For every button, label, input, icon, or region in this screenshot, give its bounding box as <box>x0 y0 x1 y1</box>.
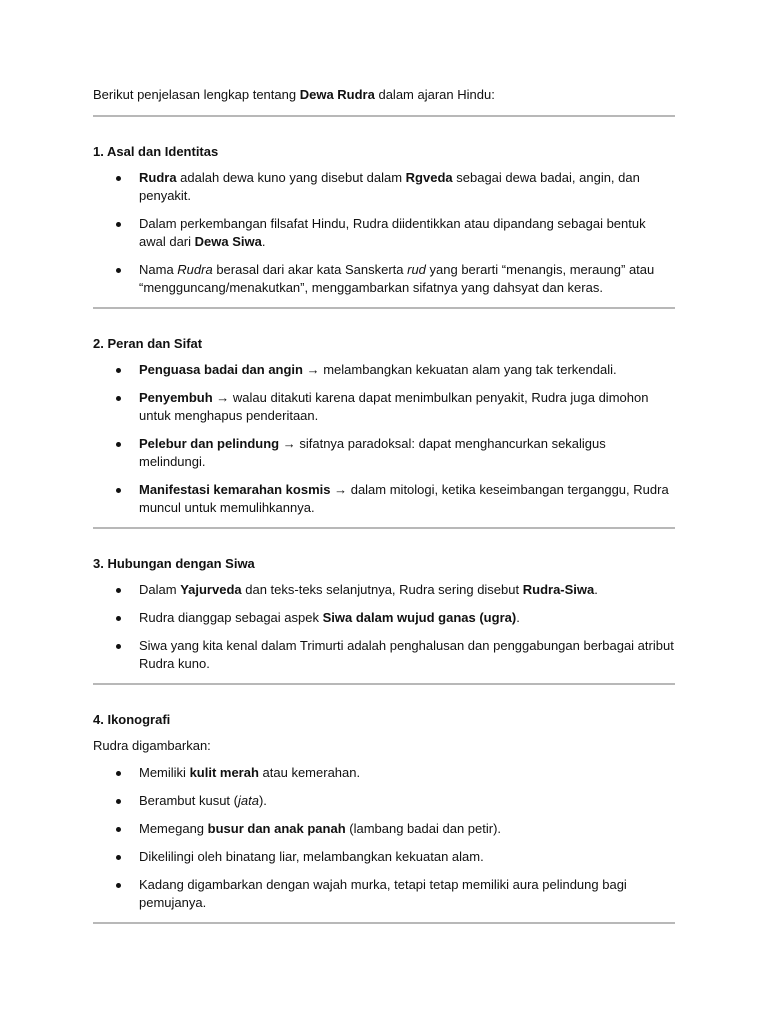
list-item: Rudra dianggap sebagai aspek Siwa dalam wujud ganas (ugra). <box>93 609 675 627</box>
section-heading-asal: 1. Asal dan Identitas <box>93 144 219 159</box>
list-item: Kadang digambarkan dengan wajah murka, tetapi tetap memiliki aura pelindung bagi pemujanya. <box>93 876 675 912</box>
divider <box>93 683 675 685</box>
list-item: Dalam Yajurveda dan teks-teks selanjutnya, Rudra sering disebut Rudra-Siwa. <box>93 581 675 599</box>
bullet-list-hubungan <box>93 581 675 673</box>
section-heading-hubungan: 3. Hubungan dengan Siwa <box>93 556 255 571</box>
list-item: Penguasa badai dan angin → melambangkan kekuatan alam yang tak terkendali. <box>93 361 675 379</box>
list-item: Manifestasi kemarahan kosmis → dalam mitologi, ketika keseimbangan terganggu, Rudra muncul untuk memulihkannya. <box>93 481 675 517</box>
list-item: Dalam perkembangan filsafat Hindu, Rudra diidentikkan atau dipandang sebagai bentuk awal dari Dewa Siwa. <box>93 215 675 251</box>
divider <box>93 922 675 924</box>
section-subtext: Rudra digambarkan: <box>93 738 211 753</box>
document-content <box>93 86 675 924</box>
list-item: Memegang busur dan anak panah (lambang badai dan petir). <box>93 820 675 838</box>
list-item: Nama Rudra berasal dari akar kata Sanskerta rud yang berarti “menangis, meraung” atau “mengguncang/menakutkan”, menggambarkan sifatnya yang dahsyat dan keras. <box>93 261 675 297</box>
list-item: Dikelilingi oleh binatang liar, melambangkan kekuatan alam. <box>93 848 675 866</box>
list-item: Pelebur dan pelindung → sifatnya paradoksal: dapat menghancurkan sekaligus melindungi. <box>93 435 675 471</box>
list-item: Penyembuh → walau ditakuti karena dapat menimbulkan penyakit, Rudra juga dimohon untuk menghapus penderitaan. <box>93 389 675 425</box>
bullet-list-ikonografi <box>93 764 675 912</box>
list-item: Siwa yang kita kenal dalam Trimurti adalah penghalusan dan penggabungan berbagai atribut Rudra kuno. <box>93 637 675 673</box>
section-heading-peran: 2. Peran dan Sifat <box>93 336 203 351</box>
divider <box>93 307 675 309</box>
section-heading-ikonografi: 4. Ikonografi <box>93 712 171 727</box>
list-item: Rudra adalah dewa kuno yang disebut dalam Rgveda sebagai dewa badai, angin, dan penyakit. <box>93 169 675 205</box>
divider <box>93 527 675 529</box>
bullet-list-peran <box>93 361 675 517</box>
list-item: Memiliki kulit merah atau kemerahan. <box>93 764 675 782</box>
divider <box>93 115 675 117</box>
list-item: Berambut kusut (jata). <box>93 792 675 810</box>
bullet-list-asal <box>93 169 675 297</box>
intro-paragraph: Berikut penjelasan lengkap tentang Dewa Rudra dalam ajaran Hindu: <box>93 87 495 102</box>
